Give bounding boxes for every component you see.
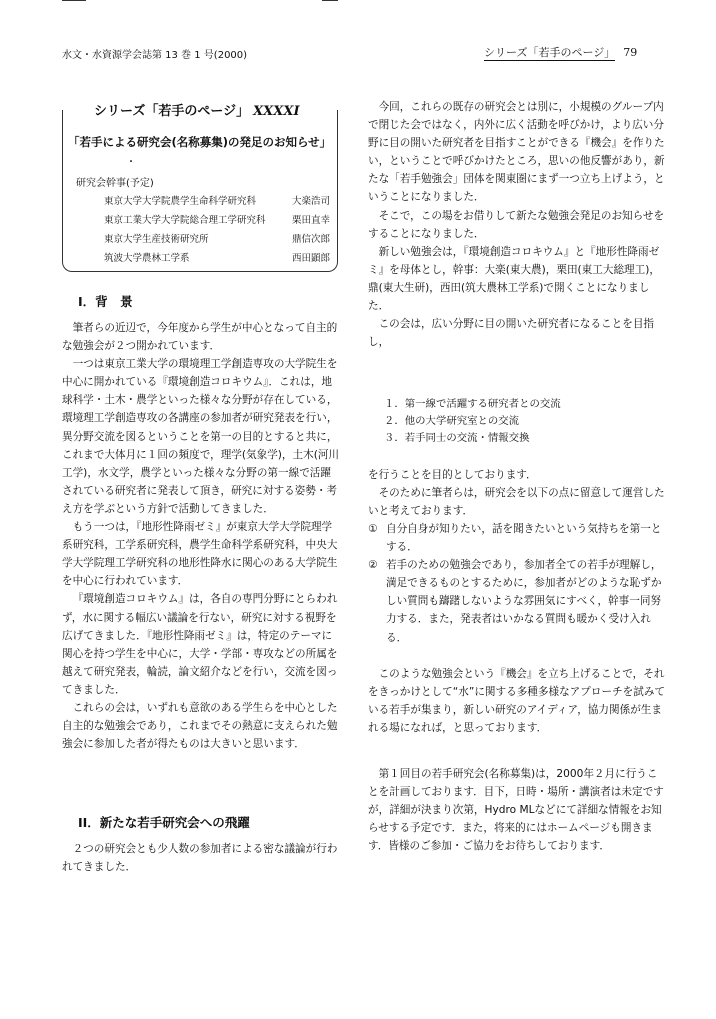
box-subtitle: 「若手による研究会(名称募集)の発足のお知らせ」	[68, 135, 332, 149]
paragraph: 今回，これらの既存の研究会とは別に，小規模のグループ内で閉じた会ではなく，内外に広く活動を呼びかけ，より広い分野に目の開いた研究者を目指すことができる『機会』を作りたい，ということで呼びかけたところ，思いの他反響があり，新たな「若手勉強会」団体を関東圏にまず一つ立ち上げよう，ということになりました．	[368, 101, 665, 204]
box-border-left	[62, 0, 86, 1]
list-item: ２．他の大学研究室との交流	[384, 415, 520, 427]
right-text-c	[368, 665, 668, 737]
organizer-affiliation: 東京大学生産技術研究所	[104, 234, 209, 245]
paragraph: この会は，広い分野に目の開いた研究者になることを目指し，	[368, 318, 655, 349]
goals-list	[384, 396, 561, 447]
organizer-row	[104, 193, 330, 212]
paragraph: 『環境創造コロキウム』は，各自の専門分野にとらわれず，水に関する幅広い議論を行ない，研究に対する視野を広げてきました．『地形性降雨ゼミ』は，特定のテーマに関心を持つ学生を中心に，大学・学部・専攻などの所属を越えて研究発表，輪読，論文紹介などを行い，交流を図ってきました．	[62, 593, 338, 696]
organizer-affiliation: 東京工業大学大学院総合理工学研究科	[104, 215, 266, 226]
organizer-name: 大楽浩司	[291, 196, 330, 207]
right-text-a	[368, 98, 668, 351]
box-border-right	[322, 0, 338, 1]
organizer-affiliation: 筑波大学農林工学系	[104, 253, 190, 264]
paragraph: ２つの研究会とも少人数の参加者による密な議論が行われてきました．	[62, 843, 338, 874]
point-marker: ②	[368, 559, 378, 572]
paragraph: 一つは東京工業大学の環境理工学創造専攻の大学院生を中心に開かれている『環境創造コロキウム』．これは，地球科学・土木・農学といった様々な分野が存在している，環境理工学創造専攻の各講座の参加者が研究発表を行い，異分野交流を図るということを第一の目的とすると共に，これまで大体月に１回の頻度で，理学(気象学)，土木(河川工学)，水文学，農学といった様々な分野の第一線で活躍されている研究者に発表して頂き，研究に対する姿勢・考え方を学ぶという方針で活動してきました．	[62, 358, 340, 515]
paragraph: もう一つは，『地形性降雨ゼミ』が東京大学大学院理学系研究科，工学系研究科，農学生命科学系研究科，中央大学大学院理工学研究科の地形性降水に関心のある大学院生を中心に行われています．	[62, 521, 338, 588]
point-text: 自分自身が知りたい，話を聞きたいという気持ちを第一とする．	[386, 523, 662, 554]
policy-points	[368, 520, 668, 647]
organizer-name: 栗田直幸	[291, 215, 330, 226]
paragraph: 新しい勉強会は，『環境創造コロキウム』と『地形性降雨ゼミ』を母体とし，幹事：大楽(東大農)，栗田(東工大総理工)，鼎(東大生研)，西田(筑大農林工学系)で開くことになりました．	[368, 245, 660, 313]
journal-header: 水文・水資源学会誌第 13 巻 1 号(2000)	[62, 50, 248, 61]
organizer-name: 鼎信次郎	[291, 234, 330, 245]
paragraph: を行うことを目的としております．	[368, 469, 537, 481]
page-number: 79	[623, 46, 638, 59]
list-item	[368, 520, 668, 556]
organizer-row	[104, 250, 330, 269]
section-heading-background: I．背 景	[78, 294, 133, 309]
organizer-row	[104, 212, 330, 231]
paragraph: そのために筆者らは，研究会を以下の点に留意して運営したいと考えております．	[368, 487, 665, 518]
paragraph: これらの会は，いずれも意欲のある学生らを中心とした自主的な勉強会であり，これまでその熱意に支えられた勉強会に参加した者が得たものは大きいと思います．	[62, 701, 338, 751]
organizer-name: 西田顕郎	[291, 253, 330, 264]
paragraph: 第１回目の若手研究会(名称募集)は，2000年２月に行うことを計画しております．目下，日時・場所・講演者は未定ですが，詳細が決まり次第，Hydro MLなどにて詳細な情報をお知らせする予定です．また，将来的にはホームページも開きます．皆様のご参加・ご協力をお待ちしております．	[368, 768, 664, 853]
organizer-row	[104, 231, 330, 250]
paragraph: 筆者らの近辺で，今年度から学生が中心となって自主的な勉強会が２つ開かれています．	[62, 322, 338, 353]
series-header	[484, 44, 637, 60]
list-item: １．第一線で活躍する研究者との交流	[384, 398, 561, 410]
section-heading-new-society: II．新たな若手研究会への飛躍	[78, 815, 250, 830]
right-text-b	[368, 466, 668, 520]
series-tag: シリーズ「若手のページ」	[484, 46, 616, 59]
box-title-number: XXXXI	[253, 104, 300, 119]
organizer-list	[104, 193, 330, 269]
organizer-affiliation: 東京大学大学院農学生命科学研究科	[104, 196, 257, 207]
box-dot: ・	[126, 157, 136, 168]
organizer-label: 研究会幹事(予定)	[76, 178, 154, 189]
paragraph: そこで，この場をお借りして新たな勉強会発足のお知らせをすることになりました．	[368, 209, 665, 240]
box-title-text: シリーズ「若手のページ」	[94, 104, 250, 119]
paragraph: このような勉強会という『機会』を立ち上げることで，それをきっかけとして“水”に関する多種多様なアプローチを試みている若手が集まり，新しい研究のアイディア，協力関係が生まれる場になれば，と思っております．	[368, 668, 666, 735]
box-title	[90, 100, 304, 119]
point-text: 若手のための勉強会であり，参加者全ての若手が理解し，満足できるものとするために，参加者がどのような恥ずかしい質問も躊躇しないような雰囲気にすべく，幹事一同努力する．また，発表者はいかなる質問も暖かく受け入れる．	[386, 559, 662, 644]
list-item: ３．若手同士の交流・情報交換	[384, 432, 530, 444]
list-item	[368, 556, 668, 646]
point-marker: ①	[368, 523, 378, 535]
section-new-society-text	[62, 840, 340, 876]
right-text-d	[368, 765, 668, 855]
section-background-text	[62, 319, 340, 753]
